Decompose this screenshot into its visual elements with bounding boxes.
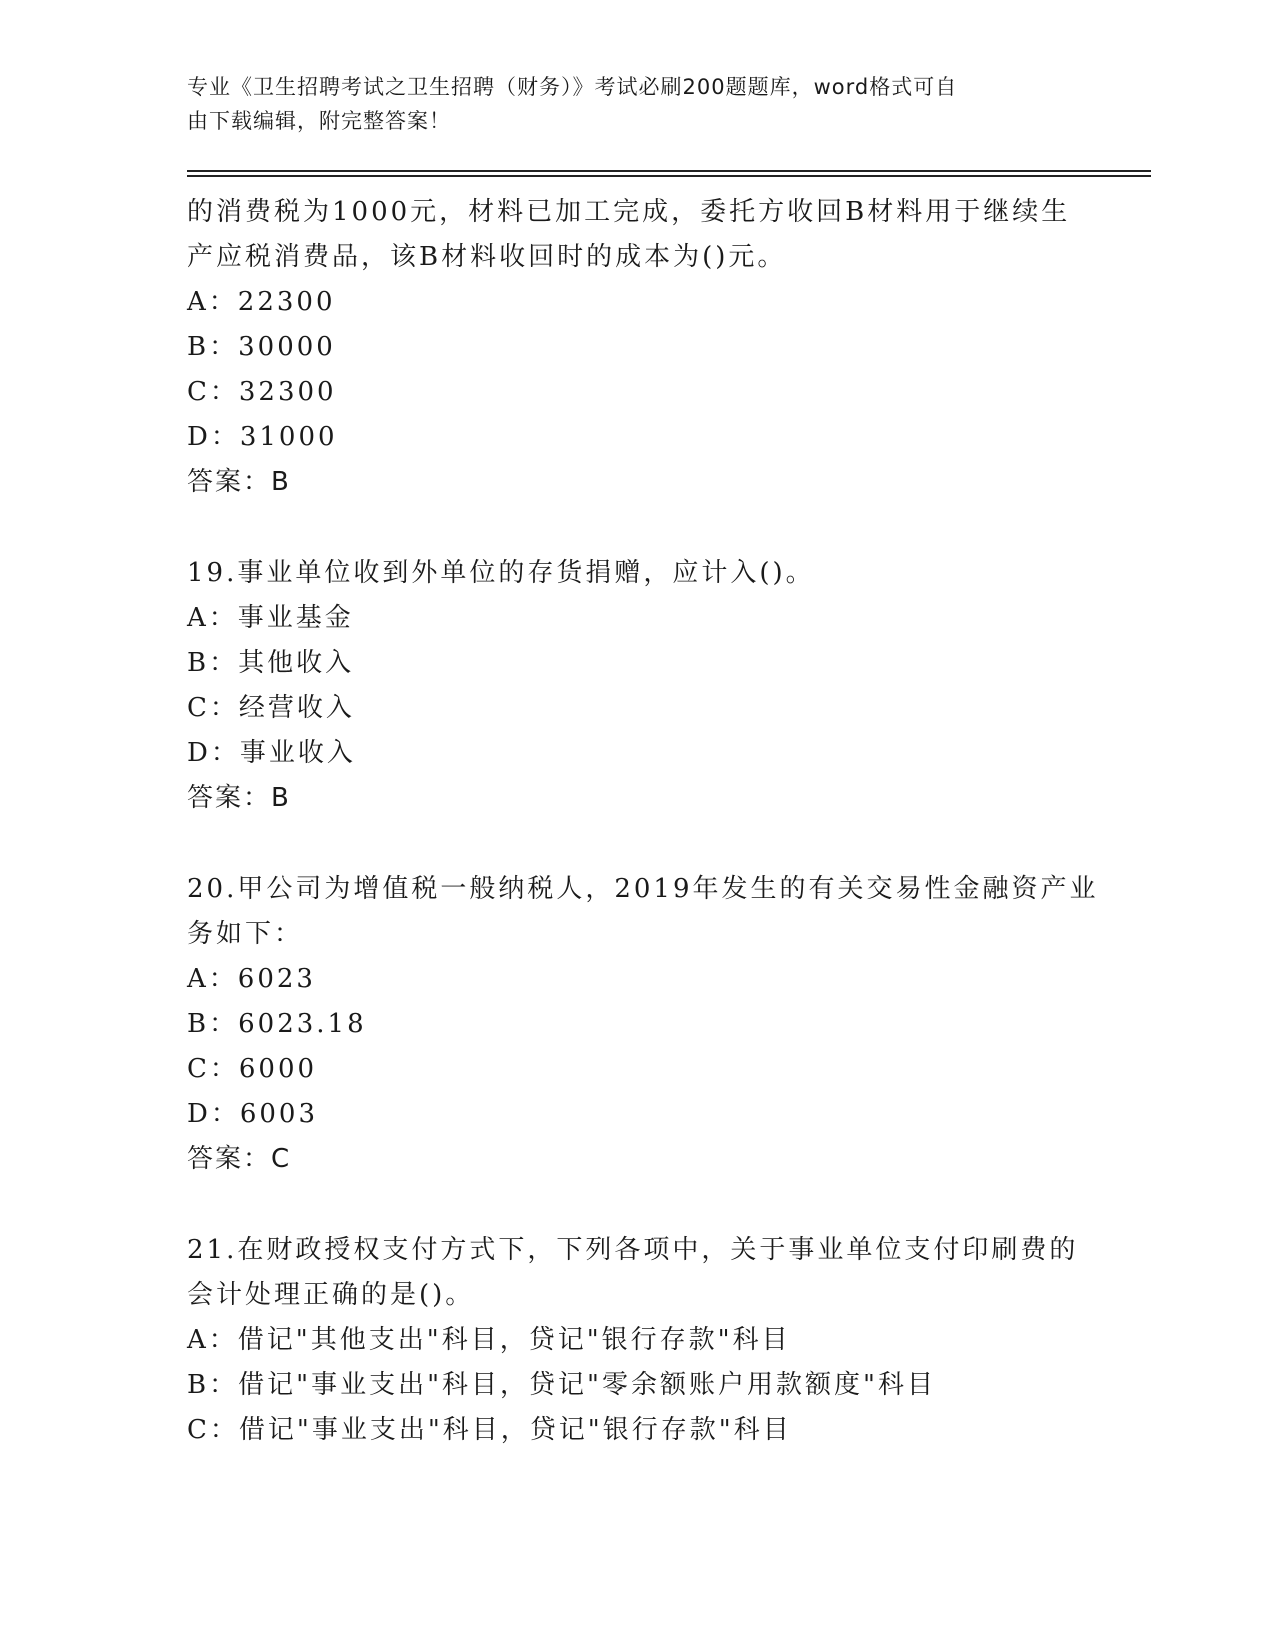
- option-a: A：22300: [187, 287, 336, 317]
- option-b: B：6023.18: [187, 1009, 367, 1039]
- question-stem-line: 21.在财政授权支付方式下，下列各项中，关于事业单位支付印刷费的: [187, 1235, 1079, 1265]
- answer-label: 答案：B: [187, 783, 291, 813]
- question-stem-line: 会计处理正确的是()。: [187, 1280, 475, 1310]
- document-header: [187, 70, 1067, 138]
- option-d: D：事业收入: [187, 738, 356, 768]
- question-21: [187, 1228, 1087, 1453]
- header-divider-top: [187, 170, 1151, 172]
- option-c: C：经营收入: [187, 693, 355, 723]
- option-c: C：32300: [187, 377, 337, 407]
- header-line-1: 专业《卫生招聘考试之卫生招聘（财务）》考试必刷200题题库，word格式可自: [187, 75, 958, 99]
- option-c: C：借记"事业支出"科目，贷记"银行存款"科目: [187, 1415, 792, 1445]
- option-c: C：6000: [187, 1054, 318, 1084]
- question-stem-line: 的消费税为1000元，材料已加工完成，委托方收回B材料用于继续生: [187, 197, 1071, 227]
- question-stem-line: 务如下：: [187, 919, 304, 949]
- option-a: A：6023: [187, 964, 316, 994]
- option-b: B：其他收入: [187, 648, 355, 678]
- spacer: [187, 1182, 1087, 1228]
- option-a: A：借记"其他支出"科目，贷记"银行存款"科目: [187, 1325, 791, 1355]
- header-line-2: 由下载编辑，附完整答案！: [187, 109, 451, 133]
- answer-label: 答案：B: [187, 467, 291, 497]
- option-a: A：事业基金: [187, 603, 354, 633]
- spacer: [187, 821, 1087, 867]
- question-list: [187, 190, 1099, 1453]
- option-b: B：30000: [187, 332, 336, 362]
- answer-label: 答案：C: [187, 1144, 292, 1174]
- question-18: [187, 190, 1087, 505]
- question-stem-line: 19.事业单位收到外单位的存货捐赠，应计入()。: [187, 558, 815, 588]
- question-20: [187, 867, 1099, 1182]
- option-d: D：6003: [187, 1099, 319, 1129]
- question-stem-line: 20.甲公司为增值税一般纳税人，2019年发生的有关交易性金融资产业: [187, 874, 1099, 904]
- question-stem-line: 产应税消费品，该B材料收回时的成本为()元。: [187, 242, 787, 272]
- question-19: [187, 551, 1087, 821]
- header-divider-bottom: [187, 175, 1151, 177]
- spacer: [187, 505, 1087, 551]
- option-d: D：31000: [187, 422, 338, 452]
- option-b: B：借记"事业支出"科目，贷记"零余额账户用款额度"科目: [187, 1370, 936, 1400]
